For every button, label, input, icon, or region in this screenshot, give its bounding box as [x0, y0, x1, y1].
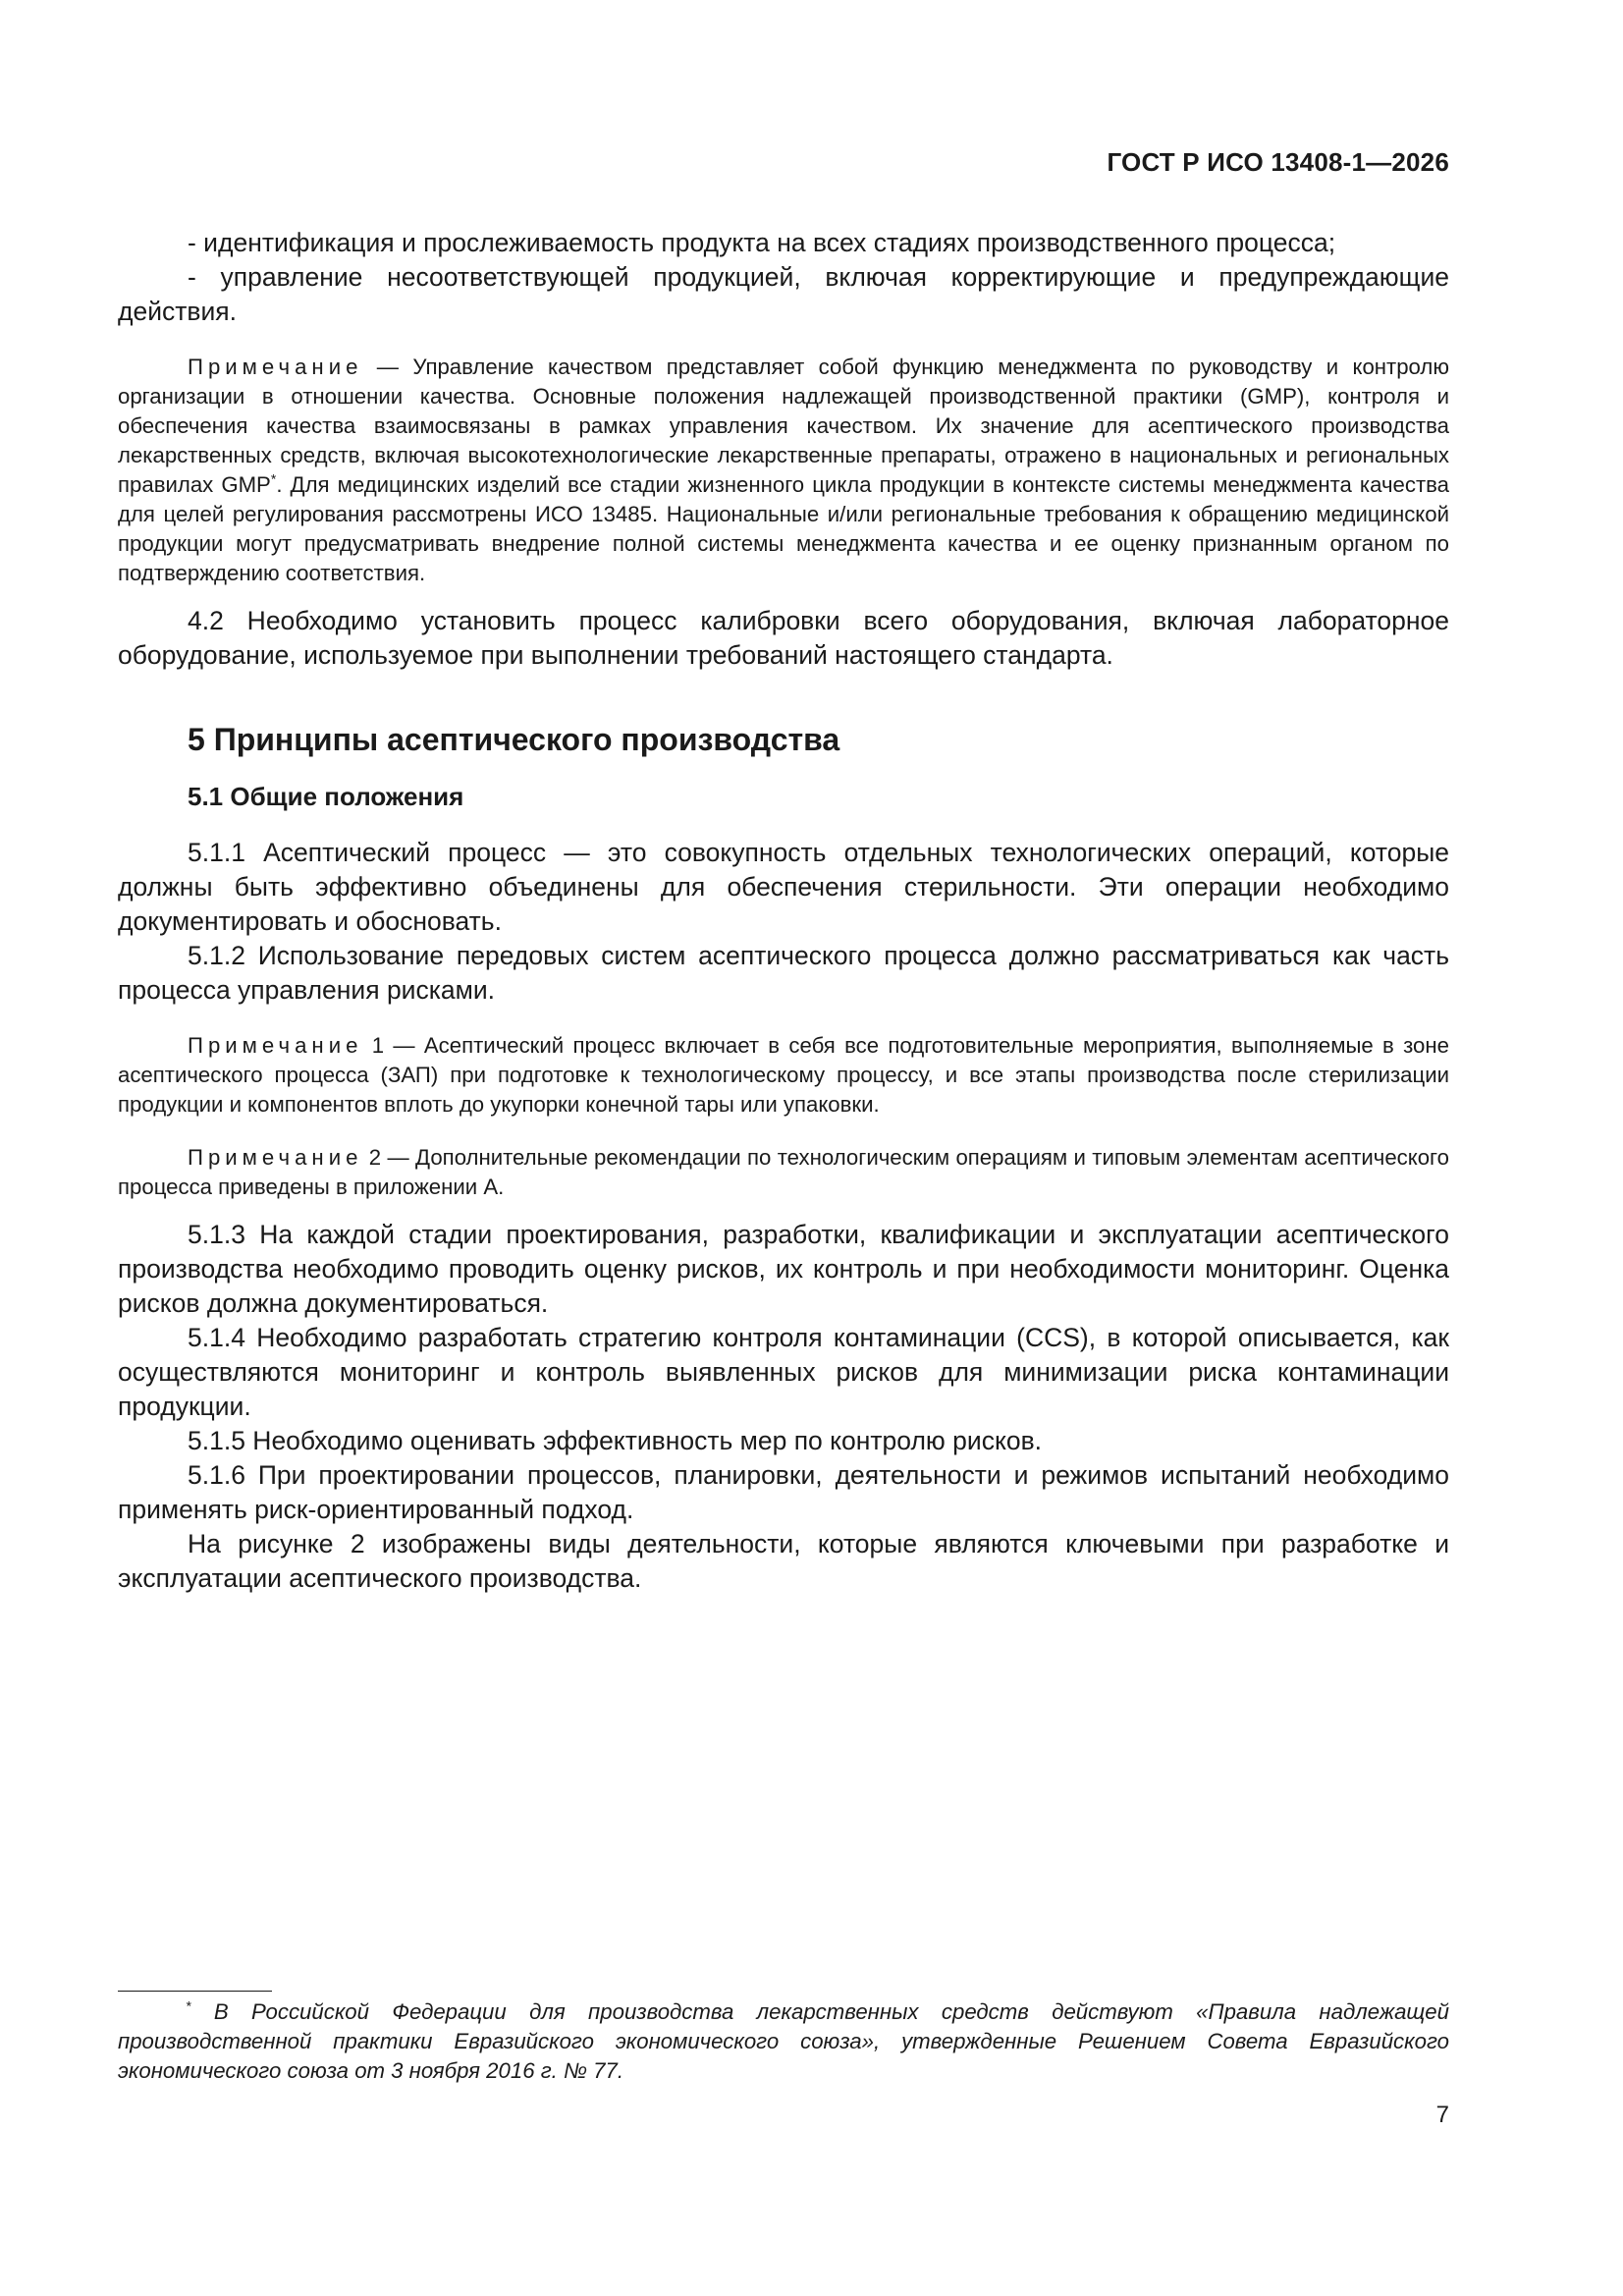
footnote — [118, 1997, 1449, 2086]
paragraph-5-1-4: 5.1.4 Необходимо разработать стратегию контроля контаминации (CCS), в которой описывается, как осуществляются мониторинг и контроль выявленных рисков для минимизации риска контаминации продукции. — [118, 1323, 1449, 1421]
list-item: - управление несоответствующей продукцией, включая корректирующие и предупреждающие действия. — [118, 262, 1449, 326]
paragraph-figure-reference: На рисунке 2 изображены виды деятельности, которые являются ключевыми при разработке и эксплуатации асептического производства. — [118, 1529, 1449, 1593]
paragraph-5-1-3: 5.1.3 На каждой стадии проектирования, разработки, квалификации и эксплуатации асептического производства необходимо проводить оценку рисков, их контроль и при необходимости мониторинг. Оценка рисков должна документироваться. — [118, 1220, 1449, 1318]
note-label: Примечание — [188, 1033, 363, 1058]
note-label: Примечание — [188, 1145, 363, 1170]
list-item: - идентификация и прослеживаемость продукта на всех стадиях производственного процесса; — [188, 228, 1336, 257]
note-paragraph — [118, 353, 1449, 588]
page-number: 7 — [1435, 2102, 1449, 2128]
main-content — [118, 226, 1449, 1596]
note-1 — [118, 1031, 1449, 1120]
paragraph-4-2: 4.2 Необходимо установить процесс калибровки всего оборудования, включая лабораторное оборудование, используемое при выполнении требований настоящего стандарта. — [118, 606, 1449, 670]
paragraph-5-1-5: 5.1.5 Необходимо оценивать эффективность мер по контролю рисков. — [188, 1426, 1043, 1455]
document-code-header: ГОСТ Р ИСО 13408-1—2026 — [1107, 147, 1449, 177]
footnote-divider — [118, 1991, 272, 1992]
footnote-mark: * — [186, 1997, 191, 2014]
paragraph-5-1-6: 5.1.6 При проектировании процессов, планировки, деятельности и режимов испытаний необходимо применять риск-ориентированный подход. — [118, 1460, 1449, 1524]
paragraph-5-1-1: 5.1.1 Асептический процесс — это совокупность отдельных технологических операций, которые должны быть эффективно объединены для обеспечения стерильности. Эти операции необходимо документировать и обосновать. — [118, 838, 1449, 936]
note-label: Примечание — [188, 355, 363, 379]
footnote-reference: * — [270, 470, 277, 487]
note-text: 1 — Асептический процесс включает в себя все подготовительные мероприятия, выполняемые в зоне асептического процесса (ЗАП) при подготовке к технологическому процессу, и все этапы производства после стерилизации продукции и компонентов вплоть до укупорки конечной тары или упаковки. — [118, 1033, 1449, 1117]
footnote-text: В Российской Федерации для производства лекарственных средств действуют «Правила надлежащей производственной практики Евразийского экономического союза», утвержденные Решением Совета Евразийского экономического союза от 3 ноября 2016 г. № 77. — [118, 1999, 1449, 2083]
note-text: 2 — Дополнительные рекомендации по технологическим операциям и типовым элементам асептического процесса приведены в приложении А. — [118, 1145, 1449, 1199]
note-text: — Управление качеством представляет собой функцию менеджмента по руководству и контролю организации в отношении качества. Основные положения надлежащей производственной практики (GMP), контроля и обеспечения качества взаимосвязаны в рамках управления качеством. Их значение для асептического производства лекарственных средств, включая высокотехнологические лекарственные препараты, отражено в национальных и региональных правилах GMP — [118, 355, 1449, 497]
paragraph-5-1-2: 5.1.2 Использование передовых систем асептического процесса должно рассматриваться как часть процесса управления рисками. — [118, 941, 1449, 1005]
note-text-continued: . Для медицинских изделий все стадии жизненного цикла продукции в контексте системы менеджмента качества для целей регулирования рассмотрены ИСО 13485. Национальные и/или региональные требования к обращению медицинской продукции могут предусматривать внедрение полной системы менеджмента качества и ее оценку признанным органом по подтверждению соответствия. — [118, 472, 1449, 585]
subsection-heading: 5.1 Общие положения — [188, 782, 464, 811]
note-2 — [118, 1143, 1449, 1202]
section-heading: 5 Принципы асептического производства — [188, 722, 840, 757]
